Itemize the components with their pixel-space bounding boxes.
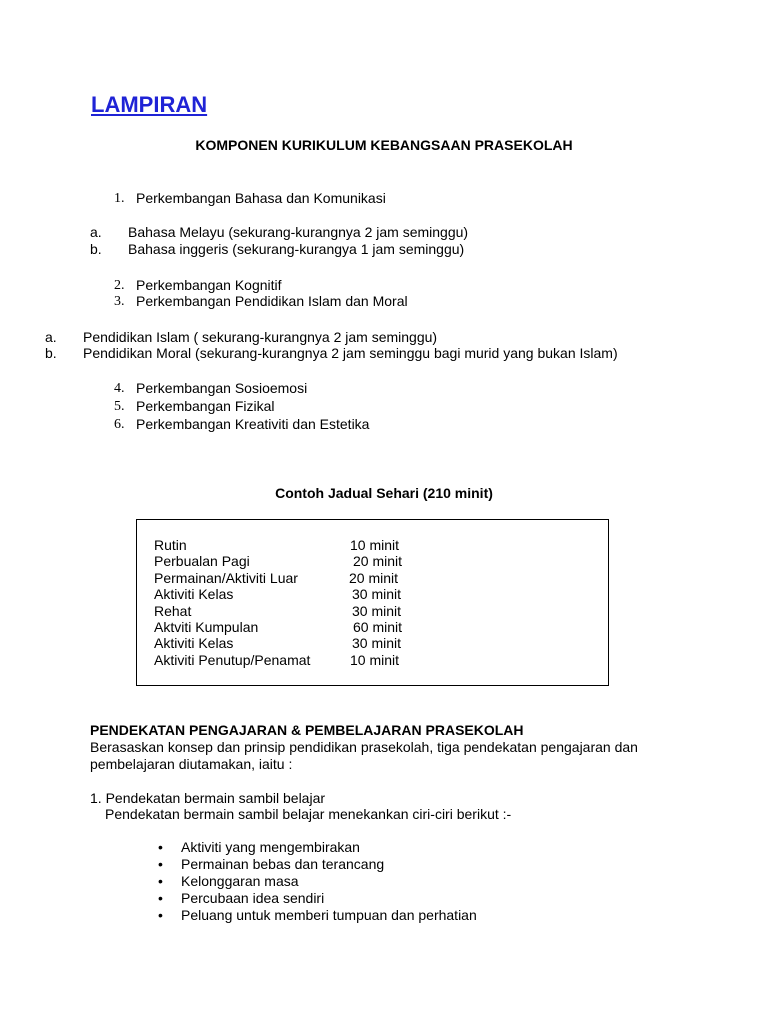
component-label: Perkembangan Fizikal: [136, 398, 275, 414]
schedule-duration: 30 minit: [352, 586, 402, 602]
bullet-text: Kelonggaran masa: [181, 873, 299, 889]
bullet-text: Peluang untuk memberi tumpuan dan perhatian: [181, 907, 477, 923]
schedule-duration: 10 minit: [350, 537, 400, 553]
component-number: 1.: [114, 191, 125, 206]
subitem-label: Bahasa inggeris (sekurang-kurangya 1 jam seminggu): [128, 241, 465, 257]
schedule-duration: 20 minit: [349, 570, 399, 586]
component-item-3: [114, 293, 408, 310]
pendidikan-subitem-b: [45, 345, 618, 362]
bahasa-subitem-a: [90, 224, 468, 241]
schedule-duration: 30 minit: [352, 635, 402, 651]
schedule-heading: Contoh Jadual Sehari (210 minit): [275, 485, 493, 501]
schedule-duration: 20 minit: [353, 553, 403, 569]
subitem-letter: b.: [45, 345, 57, 361]
bullet-icon: •: [158, 907, 163, 923]
page-title: LAMPIRAN: [91, 92, 208, 117]
component-label: Perkembangan Bahasa dan Komunikasi: [136, 190, 386, 206]
component-label: Perkembangan Kognitif: [136, 277, 282, 293]
bullet-text: Percubaan idea sendiri: [181, 890, 325, 906]
component-label: Perkembangan Sosioemosi: [136, 380, 308, 396]
approach-bullet-list: [158, 839, 477, 924]
schedule-duration: 10 minit: [350, 652, 400, 668]
pendidikan-subitem-a: [45, 329, 437, 346]
approach-heading: PENDEKATAN PENGAJARAN & PEMBELAJARAN PRASEKOLAH: [90, 722, 524, 738]
schedule-activity: Perbualan Pagi: [154, 553, 250, 569]
bullet-icon: •: [158, 873, 163, 889]
schedule-activity: Permainan/Aktiviti Luar: [154, 570, 298, 586]
bahasa-subitem-b: [90, 241, 464, 258]
component-number: 5.: [114, 399, 125, 414]
schedule-activity: Aktiviti Kelas: [154, 586, 234, 602]
component-number: 4.: [114, 381, 125, 396]
bullet-text: Permainan bebas dan terancang: [181, 856, 385, 872]
subitem-letter: a.: [90, 224, 102, 240]
list-item: [158, 856, 477, 873]
component-item-2: [114, 277, 282, 294]
schedule-duration: 30 minit: [352, 603, 402, 619]
component-item-1: [114, 190, 386, 207]
schedule-activity: Rehat: [154, 603, 192, 619]
bullet-icon: •: [158, 839, 163, 855]
schedule-box: [136, 519, 609, 686]
bullet-icon: •: [158, 856, 163, 872]
subitem-letter: b.: [90, 241, 102, 257]
list-item: [158, 890, 477, 907]
approach-item1-title: 1. Pendekatan bermain sambil belajar: [90, 790, 326, 806]
subitem-label: Pendidikan Moral (sekurang-kurangnya 2 jam seminggu bagi murid yang bukan Islam): [83, 345, 618, 361]
list-item: [158, 839, 477, 856]
schedule-activity: Aktiviti Penutup/Penamat: [154, 652, 311, 668]
component-item-5: [114, 398, 275, 415]
schedule-activity: Aktviti Kumpulan: [154, 619, 259, 635]
subitem-label: Bahasa Melayu (sekurang-kurangnya 2 jam seminggu): [128, 224, 469, 240]
bullet-icon: •: [158, 890, 163, 906]
component-label: Perkembangan Pendidikan Islam dan Moral: [136, 293, 408, 309]
approach-intro-line1: Berasaskan konsep dan prinsip pendidikan prasekolah, tiga pendekatan pengajaran dan: [90, 739, 638, 755]
bullet-text: Aktiviti yang mengembirakan: [181, 839, 360, 855]
approach-item1-desc: Pendekatan bermain sambil belajar menekankan ciri-ciri berikut :-: [105, 806, 512, 822]
list-item: [158, 907, 477, 924]
subitem-label: Pendidikan Islam ( sekurang-kurangnya 2 jam seminggu): [83, 329, 438, 345]
component-number: 6.: [114, 417, 125, 432]
curriculum-heading: KOMPONEN KURIKULUM KEBANGSAAN PRASEKOLAH: [195, 137, 573, 153]
component-label: Perkembangan Kreativiti dan Estetika: [136, 416, 370, 432]
subitem-letter: a.: [45, 329, 57, 345]
approach-intro-line2: pembelajaran diutamakan, iaitu :: [90, 756, 293, 772]
component-item-4: [114, 380, 307, 397]
component-number: 3.: [114, 294, 125, 309]
schedule-duration: 60 minit: [353, 619, 403, 635]
component-item-6: [114, 416, 369, 433]
list-item: [158, 873, 477, 890]
schedule-activity: Rutin: [154, 537, 187, 553]
schedule-activity: Aktiviti Kelas: [154, 635, 234, 651]
component-number: 2.: [114, 278, 125, 293]
